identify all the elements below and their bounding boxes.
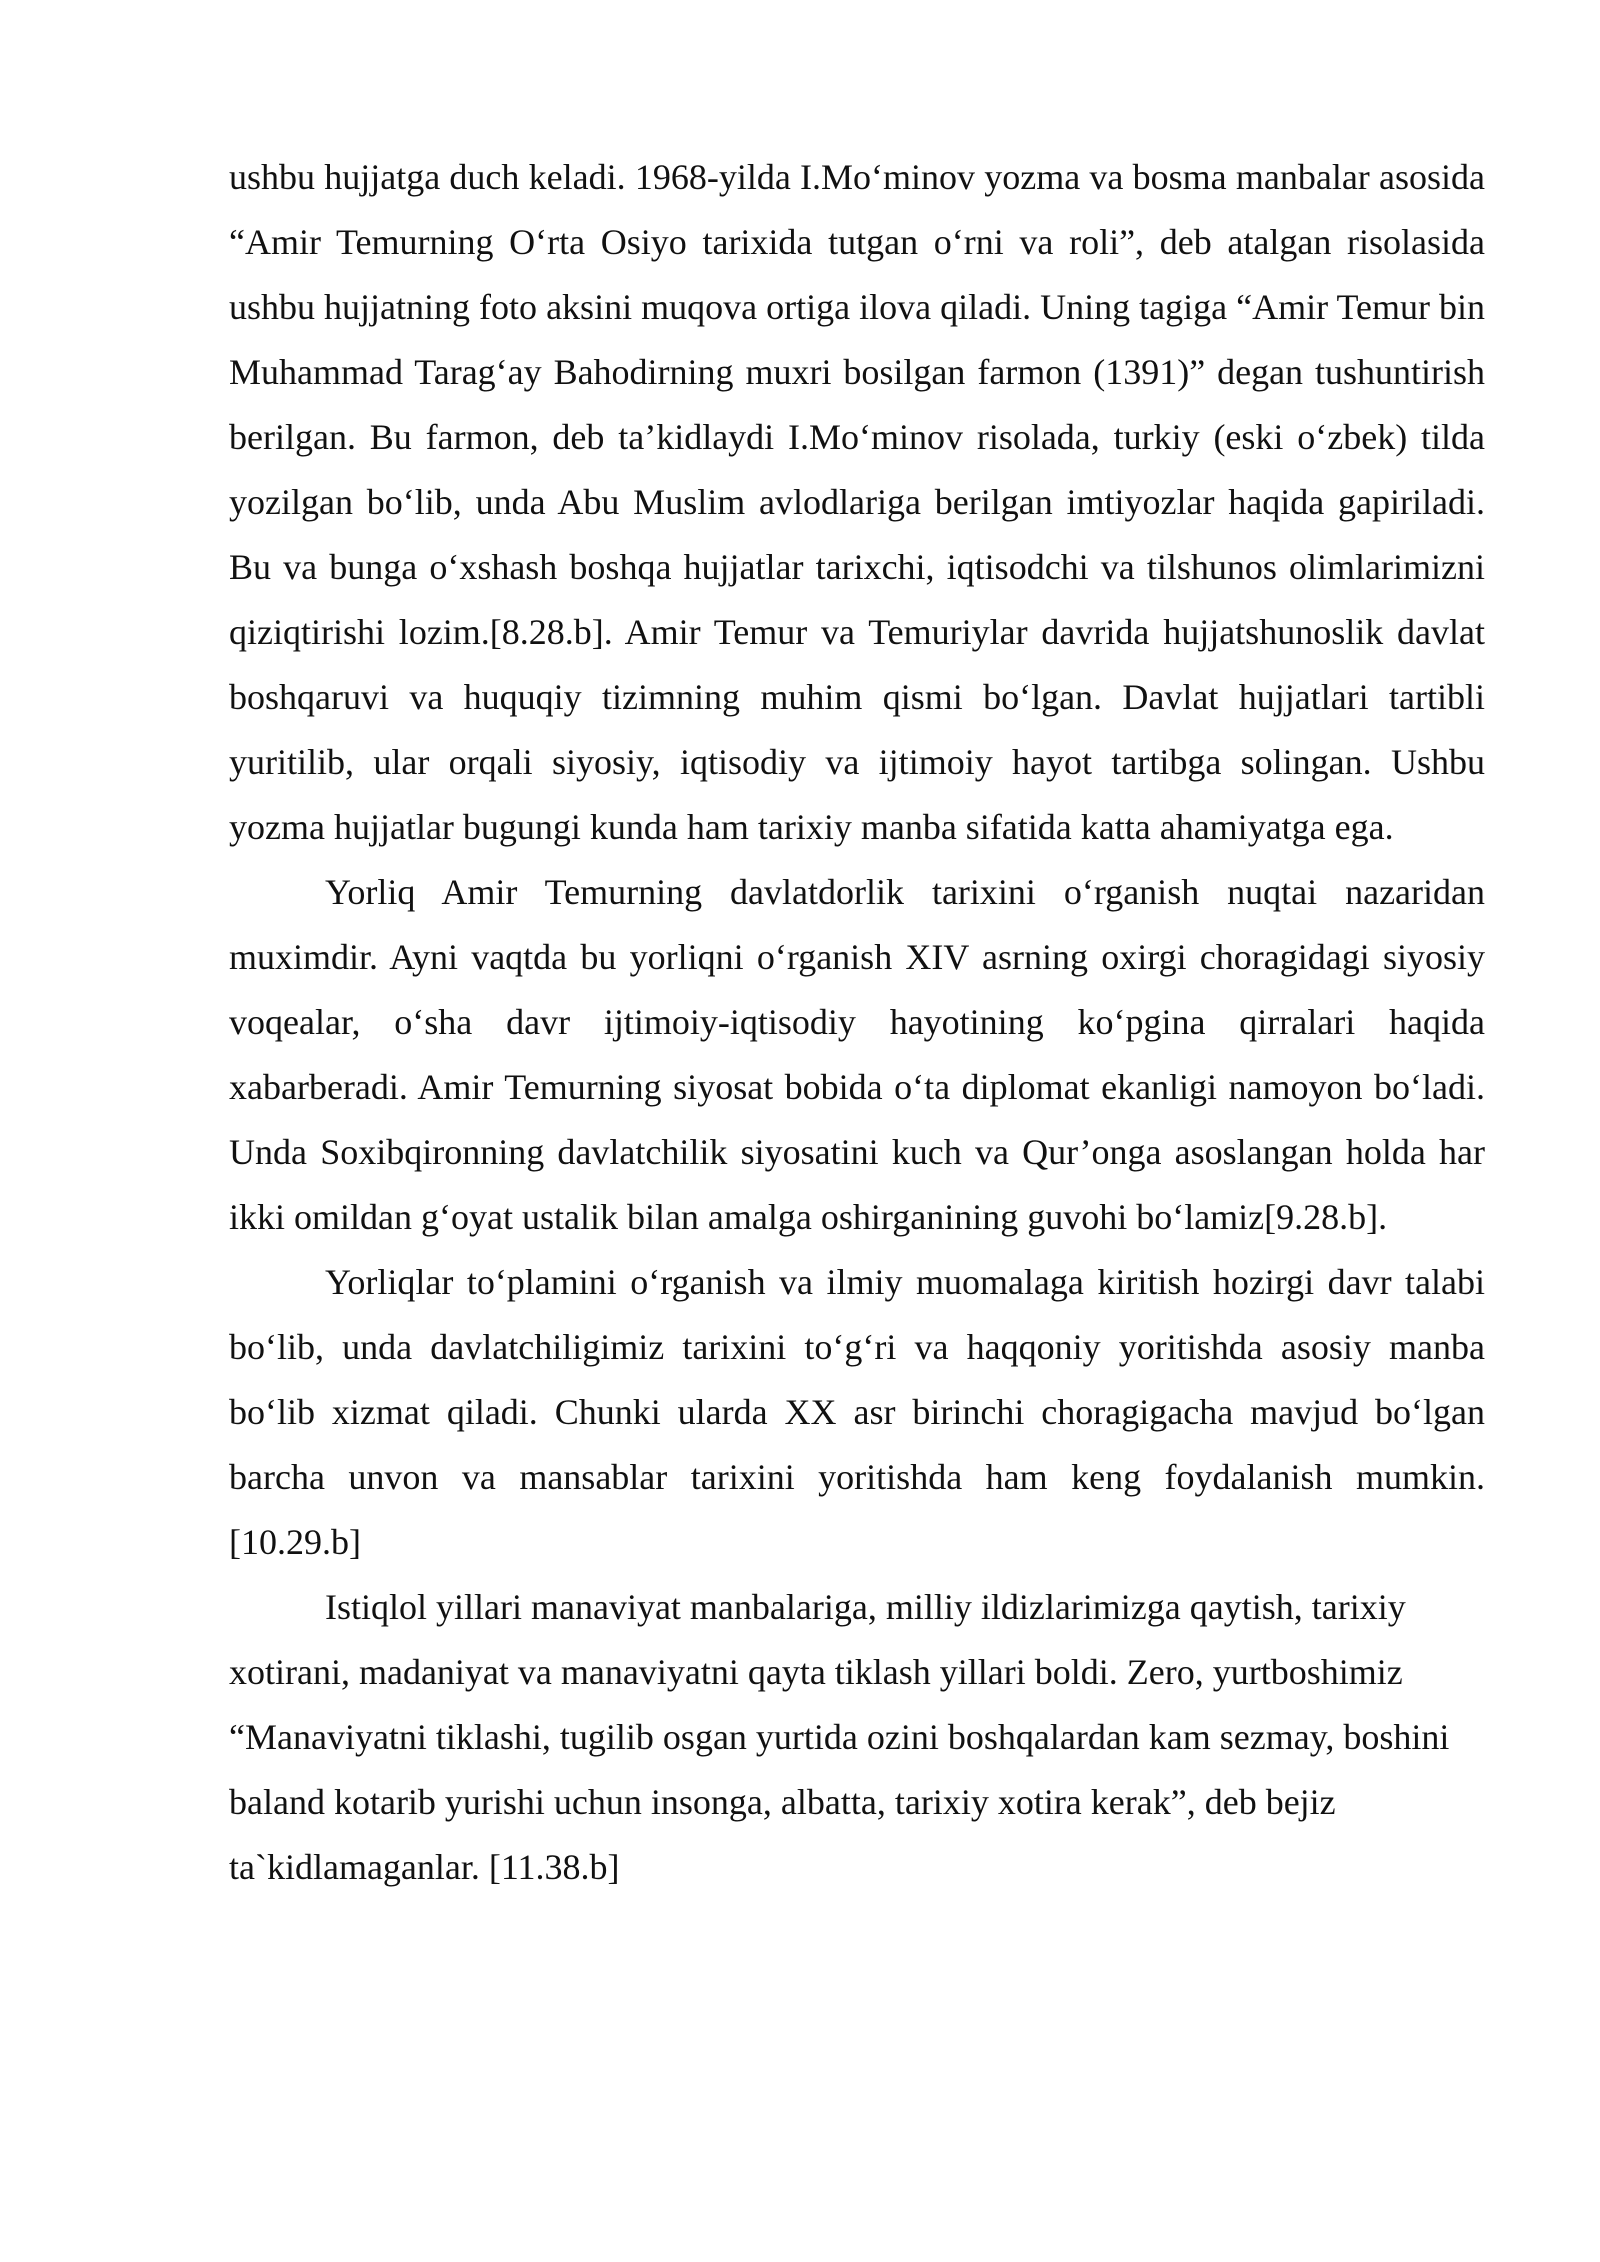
paragraph-continuation: ushbu hujjatga duch keladi. 1968-yilda I.Mo‘minov yozma va bosma manbalar asosida “Amir Temurning O‘rta Osiyo tarixida tutgan o‘rni va roli”, deb atalgan risolasida ushbu hujjatning foto aksini muqova ortiga ilova qiladi. Uning tagiga “Amir Temur bin Muhammad Tarag‘ay Bahodirning muxri bosilgan farmon (1391)” degan tushuntirish berilgan. Bu farmon, deb ta’kidlaydi I.Mo‘minov risolada, turkiy (eski o‘zbek) tilda yozilgan bo‘lib, unda Abu Muslim avlodlariga berilgan imtiyozlar haqida gapiriladi. Bu va bunga o‘xshash boshqa hujjatlar tarixchi, iqtisodchi va tilshunos olimlarimizni qiziqtirishi lozim.[8.28.b]. Amir Temur va Temuriylar davrida hujjatshunoslik davlat boshqaruvi va huquqiy tizimning muhim qismi bo‘lgan. Davlat hujjatlari tartibli yuritilib, ular orqali siyosiy, iqtisodiy va ijtimoiy hayot tartibga solingan. Ushbu yozma hujjatlar bugungi kunda ham tarixiy manba sifatida katta ahamiyatga ega. (229, 157, 1485, 847)
paragraph-yorliqlar-toplami: Yorliqlar to‘plamini o‘rganish va ilmiy muomalaga kiritish hozirgi davr talabi bo‘lib, unda davlatchiligimiz tarixini to‘g‘ri va haqqoniy yoritishda asosiy manba bo‘lib xizmat qiladi. Chunki ularda XX asr birinchi choragigacha mavjud bo‘lgan barcha unvon va mansablar tarixini yoritishda ham keng foydalanish mumkin. [10.29.b] (229, 1262, 1485, 1562)
body-text (229, 145, 1485, 1900)
paragraph-yorliq: Yorliq Amir Temurning davlatdorlik tarixini o‘rganish nuqtai nazaridan muximdir. Ayni vaqtda bu yorliqni o‘rganish XIV asrning oxirgi choragidagi siyosiy voqealar, o‘sha davr ijtimoiy-iqtisodiy hayotining ko‘pgina qirralari haqida xabarberadi. Amir Temurning siyosat bobida o‘ta diplomat ekanligi namoyon bo‘ladi. Unda Soxibqironning davlatchilik siyosatini kuch va Qur’onga asoslangan holda har ikki omildan g‘oyat ustalik bilan amalga oshirganining guvohi bo‘lamiz[9.28.b]. (229, 872, 1485, 1237)
paragraph-istiqlol: Istiqlol yillari manaviyat manbalariga, milliy ildizlarimizga qaytish, tarixiy xotirani, madaniyat va manaviyatni qayta tiklash yillari boldi. Zero, yurtboshimiz “Manaviyatni tiklashi, tugilib osgan yurtida ozini boshqalardan kam sezmay, boshini baland kotarib yurishi uchun insonga, albatta, tarixiy xotira kerak”, deb bejiz ta`kidlamaganlar. [11.38.b] (229, 1587, 1450, 1887)
